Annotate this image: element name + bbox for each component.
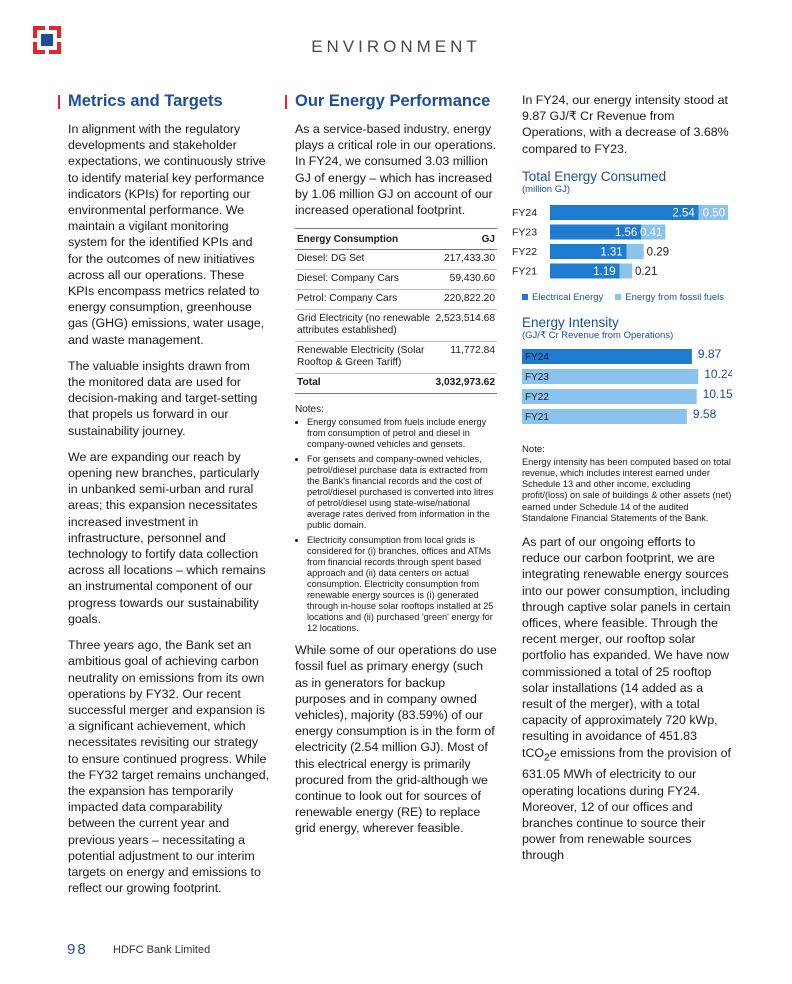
paragraph: While some of our operations do use fossil fuel as primary energy (such as in generators for backup purposes and in company owned vehicles), majority (83.59%) of our energy consumption is in the form of electricity (2.54 million GJ). Most of this electrical energy is primarily procured from the grid-although we continue to look out for sources of renewable energy (RE) to replace grid energy, wherever feasible. [295,643,497,836]
energy-performance-heading: Our Energy Performance [285,92,497,111]
table-header-row [295,229,497,250]
table-row [295,290,497,310]
paragraph: We are expanding our reach by opening new branches, particularly in unbanked semi-urban and rural areas; this expansion necessitates increased investment in infrastructure, personnel and technology to fortify data collection across all locations – which remains an instrumental component of our progress towards our sustainability goals. [68,449,266,626]
table-header: GJ [434,229,497,250]
tick-label: FY22 [512,245,538,258]
paragraph: In alignment with the regulatory developments and stakeholder expectations, we continuously strive to identify material key performance indicators (KPIs) for reporting our environmental performance. We maintain a vigilant monitoring system for the identified KPIs and for the outcomes of new initiatives across all our operations. These KPIs encompass metrics related to energy consumption, greenhouse gas (GHG) emissions, water usage, and waste management. [68,122,266,347]
data-label: 0.29 [646,246,670,259]
intensity-note: Energy intensity has been computed based on total revenue, which includes interest earned under Schedule 13 and other income, excluding profit/(loss) on sale of buildings & other assets (net) earned under Schedule 14 of the audited Standalone Financial Statements of the Bank. [522,456,732,523]
total-energy-chart [512,201,732,281]
table-cell: Diesel: DG Set [295,250,434,270]
table-cell: 220,822.20 [434,290,497,310]
note-title: Note: [522,443,545,455]
page-number: 98 [67,941,88,958]
section-title: ENVIRONMENT [311,37,481,56]
subscript: 2 [544,752,550,764]
table-total-row [295,374,497,394]
tick-label: FY21 [525,411,549,423]
paragraph [522,534,732,864]
list-item: • Energy consumed from fuels include energy from consumption of petrol and diesel in company-owned vehicles and gensets. [307,417,497,450]
table-row [295,310,497,342]
bar-fossil [620,263,632,278]
table-row [295,270,497,290]
paragraph: Three years ago, the Bank set an ambitious goal of achieving carbon neutrality on emissions from its own operations by FY32. Our recent successful merger and expansion is a significant achievement, which necessitates revisiting our strategy to ensure continued progress. While the FY32 target remains unchanged, the expansion has temporarily impacted data comparability between the current year and previous years – necessitating a potential adjustment to our interim targets on energy and emissions to reflect our growing footprint. [68,638,270,896]
tick-label: FY23 [512,226,538,239]
legend-swatch [522,294,528,300]
notes-title: Notes: [295,404,324,416]
table-cell: Total [295,374,434,394]
data-label: 9.58 [692,406,717,421]
chart-subtitle: (million GJ) [522,183,571,195]
data-label: 1.56 [614,226,638,239]
data-label: 0.50 [702,207,725,220]
data-label: 0.21 [634,265,658,278]
data-label: 10.15 [702,386,732,401]
data-label: 0.41 [639,226,663,239]
chart-title: Energy Intensity [522,314,619,330]
legend-swatch [615,294,621,300]
table-row [295,342,497,374]
paragraph: In FY24, our energy intensity stood at 9.87 GJ/₹ Cr Revenue from Operations, with a decrease of 3.68% compared to FY23. [522,93,729,156]
table-cell: Petrol: Company Cars [295,290,434,310]
legend-label: Electrical Energy [532,291,604,303]
energy-charts-column [512,92,732,874]
table-cell: 2,523,514.68 [434,310,497,342]
paragraph: As a service-based industry, energy plays a critical role in our operations. In FY24, we consumed 3.03 million GJ of energy – which has increased by 1.06 million GJ on account of our increased operational footprint. [295,122,497,218]
data-label: 2.54 [672,207,695,220]
metrics-targets-heading: Metrics and Targets [58,92,270,111]
table-header: Energy Consumption [295,229,434,250]
table-cell: 59,430.60 [434,270,497,290]
paragraph: The valuable insights drawn from the monitored data are used for decision-making and target-setting that propels us forward in our sustainability journey. [68,358,258,438]
energy-performance-column [285,92,497,847]
table-cell: Diesel: Company Cars [295,270,434,290]
list-item: • For gensets and company-owned vehicles, petrol/diesel purchase data is extracted from the Bank's financial records and the cost of petrol/diesel purchased is converted into litres of petrol/diesel using state-wise/national average rates derived from information in the public domain. [307,454,497,531]
tick-label: FY24 [525,351,549,363]
table-cell: 3,032,973.62 [434,374,497,394]
legend-label: Energy from fossil fuels [625,291,725,303]
table-row [295,250,497,270]
tick-label: FY21 [512,265,538,278]
legend-item [615,292,724,303]
tick-label: FY22 [525,391,549,403]
chart-legend [522,292,732,303]
energy-consumption-table [295,228,497,394]
text-run: e emissions from the provision of 631.05 MWh of electricity to our operating locations during FY24. Moreover, 12 of our offices and branches continue to source their power from renewable sources through [522,745,731,863]
table-cell: Grid Electricity (no renewable attributes established) [295,310,434,342]
notes-list [295,417,497,634]
metrics-targets-column [58,92,270,906]
list-item: • Electricity consumption from local grids is considered for (i) branches, offices and ATMs from financial records through spent based approach and (ii) data centers on actual consumption. Electricity consumption from renewable energy sources is (i) generated through in-house solar rooftops installed at 25 locations and (ii) purchased 'green' energy for 12 locations. [307,535,497,634]
company-name: HDFC Bank Limited [113,944,211,956]
chart-title: Total Energy Consumed [522,168,667,184]
bar-fossil [627,244,644,259]
data-label: 1.31 [600,246,623,259]
table-cell: Renewable Electricity (Solar Rooftop & Green Tariff) [295,342,434,374]
text-run: As part of our ongoing efforts to reduce our carbon footprint, we are integrating renewable energy sources into our power consumption, including through captive solar panels in certain offices, where feasible. Through the recent merger, our rooftop solar portfolio has expanded. We have now commissioned a total of 25 rooftop solar installations (14 added as a result of the merger), with a total capacity of approximately 720 kWp, resulting in avoidance of 451.83 tCO [522,535,731,760]
tick-label: FY23 [525,371,549,383]
tick-label: FY24 [512,206,538,219]
energy-intensity-chart [512,347,732,431]
chart-subtitle: (GJ/₹ Cr Revenue from Operations) [522,329,674,341]
table-cell: 217,433.30 [434,250,497,270]
data-label: 1.19 [593,265,616,278]
legend-item [522,292,603,303]
data-label: 9.87 [697,346,722,361]
table-cell: 11,772.84 [434,342,497,374]
data-label: 10.24 [704,366,732,381]
